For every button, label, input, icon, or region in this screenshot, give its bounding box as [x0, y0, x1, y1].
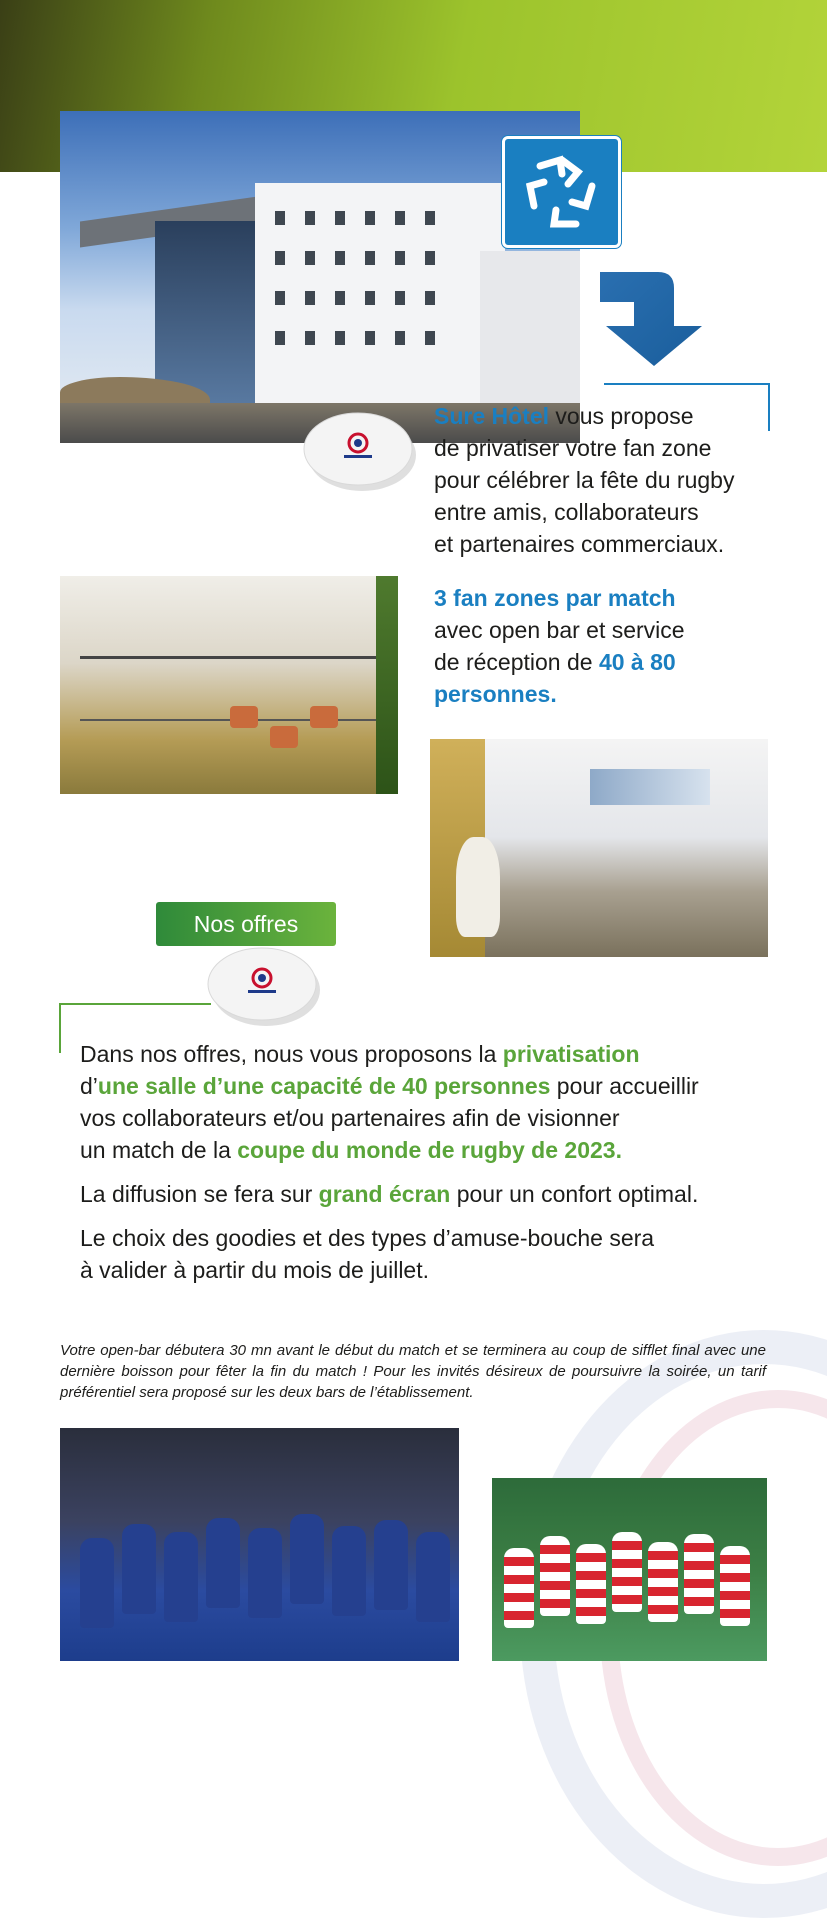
intro-line-4: entre amis, collaborateurs: [434, 499, 699, 525]
offers-text-fragment: à valider à partir du mois de juillet.: [80, 1257, 429, 1283]
france-team-photo: [60, 1428, 459, 1661]
intro-line-5: et partenaires commerciaux.: [434, 531, 725, 557]
arrow-down-right-icon: [600, 272, 704, 366]
intro-line-2: de privatiser votre fan zone: [434, 435, 712, 461]
intro-text: [434, 400, 794, 732]
fanzones-line-2: avec open bar et service: [434, 617, 685, 643]
intro-line-1: vous propose: [549, 403, 694, 429]
offers-text-fragment: Dans nos offres, nous vous proposons la: [80, 1041, 503, 1067]
fanzones-capacity: 40 à 80: [598, 649, 676, 675]
offers-highlight: grand écran: [318, 1181, 451, 1207]
offers-text-fragment: pour un confort optimal.: [450, 1181, 699, 1207]
lobby-photo-2: [430, 739, 768, 957]
rugby-ball-icon: [204, 940, 324, 1030]
offers-highlight: privatisation: [502, 1041, 640, 1067]
offers-text-fragment: vos collaborateurs et/ou partenaires afin de visionner: [80, 1105, 620, 1131]
hotel-logo-icon: [502, 136, 621, 248]
fanzones-line-4: personnes.: [434, 681, 557, 707]
fanzones-line-3: de réception de: [434, 649, 599, 675]
rugby-ball-icon: [300, 405, 420, 495]
fanzones-highlight: 3 fan zones par match: [434, 585, 676, 611]
brand-name: Sure Hôtel: [434, 403, 550, 429]
offers-text-fragment: La diffusion se fera sur: [80, 1181, 319, 1207]
intro-line-3: pour célébrer la fête du rugby: [434, 467, 735, 493]
offers-highlight: coupe du monde de rugby de 2023.: [237, 1137, 622, 1163]
lobby-photo-1: [60, 576, 398, 794]
offers-text-fragment: d’: [80, 1073, 98, 1099]
japan-team-photo: [492, 1478, 767, 1661]
offers-text-fragment: un match de la: [80, 1137, 238, 1163]
nos-offres-button[interactable]: Nos offres: [156, 902, 336, 946]
offers-text: [80, 1038, 780, 1298]
open-bar-note: Votre open-bar débutera 30 mn avant le début du match et se terminera au coup de sifflet final avec une dernière boisson pour fêter la fin du match ! Pour les invités désireux de poursuivre la soirée, un tarif préférentiel sera proposé sur les deux bars de l’établissement.: [60, 1342, 766, 1401]
offers-text-fragment: pour accueillir: [550, 1073, 699, 1099]
offers-text-fragment: Le choix des goodies et des types d’amuse-bouche sera: [80, 1225, 655, 1251]
offers-highlight: une salle d’une capacité de 40 personnes: [97, 1073, 551, 1099]
